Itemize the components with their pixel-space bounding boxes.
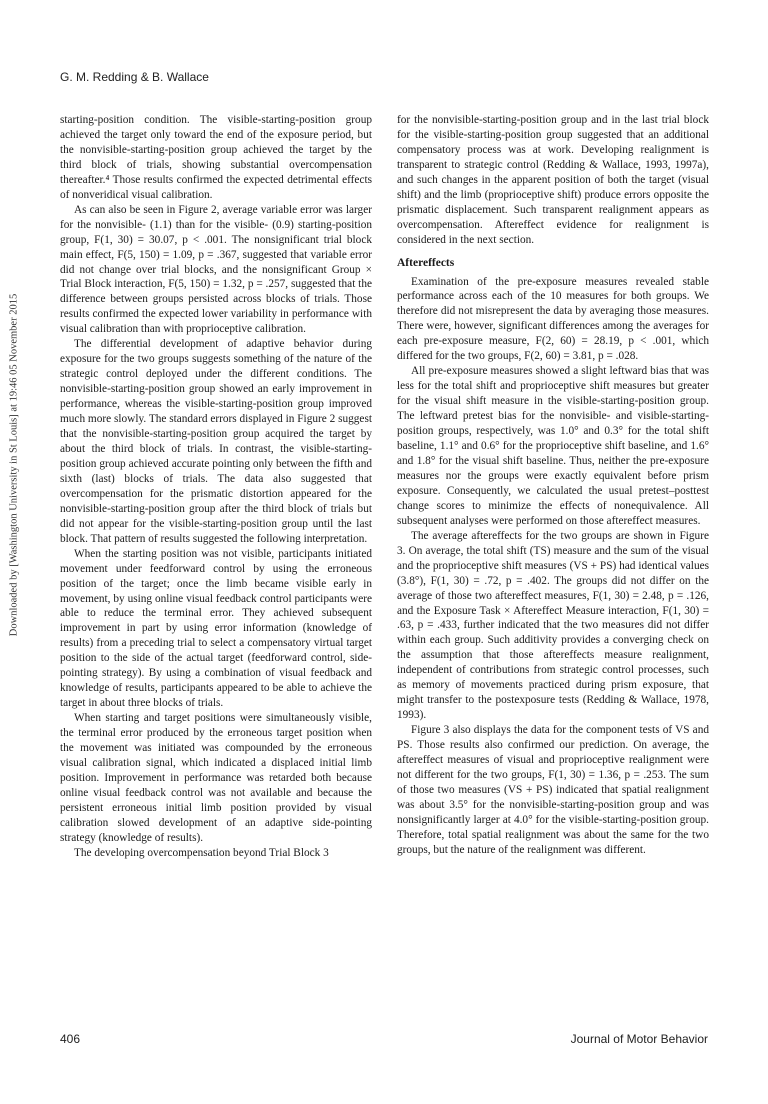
- paragraph: Figure 3 also displays the data for the component tests of VS and PS. Those results also confirmed our prediction. On average, the aftereffect measures of visual and proprioceptive realignment were not different for the two groups, F(1, 30) = 1.36, p = .253. The sum of those two measures (VS + PS) indicated that spatial realignment was about 3.5° for the nonvisible-starting-position group and was nonsignificantly larger at 4.0° for the visible-starting-position group. Therefore, total spatial realignment was about the same for the two groups, but the nature of the realignment was different.: [397, 724, 709, 856]
- paragraph: The differential development of adaptive behavior during exposure for the two groups suggests something of the nature of the strategic control deployed under the different conditions. The nonvisible-starting-position group showed an early improvement in performance, whereas the visible-starting-position group improved much more slowly. The standard errors displayed in Figure 2 suggest that the nonvisible-starting-position group acquired the target by about the third block of trials. In contrast, the visible-starting-position group achieved accurate pointing only between the fifth and sixth (last) blocks of trials. The data also suggested that overcompensation for the prismatic distortion appeared for the nonvisible-starting-position group after the third block of trials but did not appear for the visible-starting-position group until the last block. That pattern of results suggested the following interpretation.: [60, 338, 372, 545]
- section-heading-aftereffects: Aftereffects: [397, 256, 455, 269]
- paragraph: for the nonvisible-starting-position group and in the last trial block for the visible-starting-position group suggested that an additional compensatory process was at work. Developing realignment is transparent to strategic control (Redding & Wallace, 1993, 1997a), and such changes in the apparent position of both the target (visual shift) and the limb (proprioceptive shift) produce errors opposite the prismatic displacement. Such transparent realignment appears as overcompensation. Aftereffect evidence for realignment is considered in the next section.: [397, 114, 709, 246]
- download-watermark: [8, 245, 20, 685]
- paragraph: The developing overcompensation beyond Trial Block 3: [74, 846, 329, 859]
- page-number: 406: [60, 1032, 81, 1046]
- left-column: [60, 113, 372, 861]
- paragraph: When the starting position was not visible, participants initiated movement under feedforward control by using the erroneous position of the target; once the limb became visible early in movement, by using online visual feedback control participants were able to reduce the terminal error. They achieved subsequent improvement in part by using error information (knowledge of results) from a preceding trial to select a compensatory virtual target position to the side of the actual target (feedforward control, side-pointing strategy). By using a combination of visual feedback and knowledge of results, participants appeared to be able to achieve the target in about three blocks of trials.: [60, 547, 372, 710]
- paragraph: As can also be seen in Figure 2, average variable error was larger for the nonvisible- (1.1) than for the visible- (0.9) starting-position group, F(1, 30) = 30.07, p < .001. The nonsignificant trial block main effect, F(5, 150) = 1.09, p = .367, suggested that variable error did not change over trial blocks, and the nonsignificant Group × Trial Block interaction, F(5, 150) = 1.32, p = .257, suggested that the difference between groups persisted across blocks of trials. Those results confirmed the expected lower variability in performance with visual calibration than with proprioceptive calibration.: [60, 203, 372, 336]
- right-column: [397, 113, 709, 858]
- paragraph: All pre-exposure measures showed a slight leftward bias that was less for the total shift and proprioceptive shift measures but greater for the visual shift measure in the visible-starting-position group. The leftward pretest bias for the nonvisible- and visible-starting-position groups, respectively, was 1.0° and 0.3° for the total shift baseline, 1.1° and 0.6° for the proprioceptive shift baseline, and 1.6° and 1.8° for the visual shift baseline. Thus, neither the pre-exposure measures nor the groups were exactly equivalent before prism exposure. Consequently, we calculated the usual pretest–posttest change scores to minimize the effects of nonequivalence. All subsequent analyses were performed on those aftereffect measures.: [397, 365, 709, 527]
- paragraph: The average aftereffects for the two groups are shown in Figure 3. On average, the total shift (TS) measure and the sum of the visual and the proprioceptive shift measures (VS + PS) had identical values (3.8°), F(1, 30) = .72, p = .402. The groups did not differ on the average of those two aftereffect measures, F(1, 30) = 2.48, p = .126, and the Exposure Task × Aftereffect Measure interaction, F(1, 30) = .63, p = .433, further indicated that the two measures did not differ within each group. Such additivity provides a converging check on the assumption that those aftereffects measure realignment, independent of contributions from strategic control processes, such as memory of movements practiced during prism exposure, that might transfer to the postexposure tests (Redding & Wallace, 1978, 1993).: [397, 529, 709, 722]
- paragraph: Examination of the pre-exposure measures revealed stable performance across each of the 10 measures for both groups. We therefore did not misrepresent the data by averaging those measures. There were, however, significant differences among the averages for each pre-exposure measure, F(2, 60) = 28.19, p < .001, which differed for the two groups, F(2, 60) = 3.81, p = .028.: [397, 275, 709, 363]
- running-head-authors: G. M. Redding & B. Wallace: [60, 70, 209, 84]
- paragraph: starting-position condition. The visible-starting-position group achieved the target only toward the end of the exposure period, but the nonvisible-starting-position group achieved the target by the third block of trials, showing substantial overcompensation thereafter.⁴ Those results confirmed the expected detrimental effects of nonveridical visual calibration.: [60, 114, 372, 201]
- journal-name: Journal of Motor Behavior: [570, 1032, 708, 1046]
- download-watermark-text: Downloaded by [Washington University in St Louis] at 19:46 05 November 2015: [8, 293, 20, 637]
- paragraph: When starting and target positions were simultaneously visible, the terminal error produced by the erroneous target position when the movement was initiated was compounded by the erroneous visual calibration signal, which indicated a displaced initial limb position. Improvement in performance was retarded both because online visual feedback control was not available and because the persistent erroneous initial limb position provided by visual calibration slowed development of an adaptive side-pointing strategy (knowledge of results).: [60, 712, 372, 844]
